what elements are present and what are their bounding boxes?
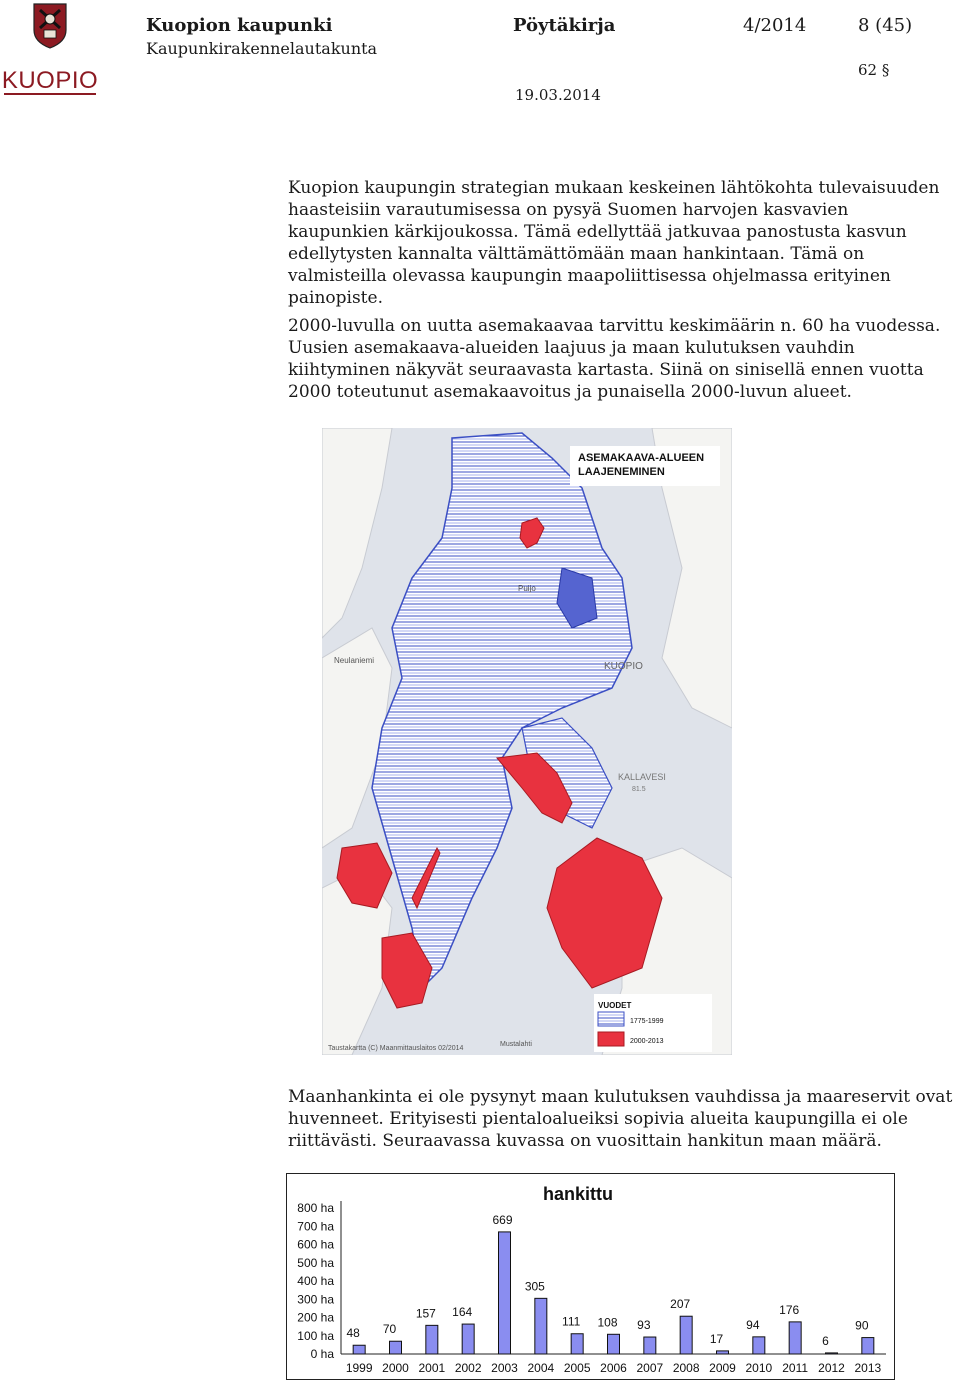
x-tick-label: 1999 — [345, 1361, 373, 1375]
data-label-2007: 93 — [637, 1318, 651, 1333]
data-label-1999: 48 — [346, 1326, 360, 1341]
y-tick-label: 600 ha — [297, 1237, 334, 1252]
y-tick-label: 0 ha — [310, 1347, 334, 1361]
data-label-2006: 108 — [597, 1315, 618, 1330]
x-tick-label: 2013 — [854, 1361, 882, 1375]
map-credit: Taustakartta (C) Maanmittauslaitos 02/2014 — [328, 1045, 464, 1052]
data-label-2001: 157 — [415, 1306, 436, 1321]
paragraph-land-acquisition: Maanhankinta ei ole pysynyt maan kulutuksen vauhdissa ja maareservit ovat huvenneet. Erityisesti pientaloalueiksi sopivia alueita kaupungilla ei ole riittävästi. Seuraavassa kuvassa on vuosittain hankitun maan määrä. — [288, 1087, 953, 1151]
bar-2010 — [753, 1337, 765, 1354]
data-label-2000: 70 — [382, 1322, 397, 1337]
logo-text: KUOPIO — [1, 67, 99, 94]
paragraph-strategy: Kuopion kaupungin strategian mukaan keskeinen lähtökohta tulevaisuuden haasteisiin varautumisessa on pysyä Suomen harvojen kasvavien kaupunkien kärkijoukossa. Tämä edellyttää jatkuvaa panostusta kasvun edellytysten kannalta välttämättömään maan hankintaan. Tämä on valmisteilla olevassa kaupungin maapoliittisessa ohjelmassa erityinen painopiste. — [288, 178, 940, 308]
x-tick-label: 2007 — [636, 1361, 664, 1375]
data-label-2010: 94 — [746, 1317, 760, 1332]
legend-swatch-new — [598, 1032, 624, 1046]
data-label-2011: 176 — [779, 1302, 800, 1317]
y-tick-label: 300 ha — [297, 1292, 334, 1307]
legend-swatch-old — [598, 1012, 624, 1026]
land-acquisition-chart — [286, 1173, 895, 1380]
data-label-2002: 164 — [452, 1305, 473, 1320]
y-tick-label: 500 ha — [297, 1255, 334, 1270]
y-tick-label: 700 ha — [297, 1219, 334, 1234]
meeting-date: 19.03.2014 — [515, 86, 601, 104]
kuopio-logo — [0, 0, 100, 100]
y-tick-label: 400 ha — [297, 1274, 334, 1288]
x-tick-label: 2003 — [491, 1361, 518, 1375]
bar-2007 — [644, 1337, 656, 1354]
paragraph-zoning: 2000-luvulla on uutta asemakaavaa tarvittu keskimäärin n. 60 ha vuodessa. Uusien asemakaava-alueiden laajuus ja maan kulutuksen vauhdin kiihtyminen näkyvät seuraavasta kartasta. Siinä on sinisellä ennen vuotta 2000 toteutunut asemakaavoitus ja punaisella 2000-luvun alueet. — [288, 316, 941, 402]
x-tick-label: 2004 — [527, 1361, 555, 1375]
y-tick-label: 100 ha — [297, 1328, 334, 1343]
bar-2002 — [462, 1324, 474, 1354]
map-place-west: Neulaniemi — [334, 656, 375, 665]
x-tick-label: 2008 — [672, 1361, 700, 1375]
bar-2008 — [680, 1316, 692, 1354]
bar-2004 — [535, 1298, 547, 1354]
board-name: Kaupunkirakennelautakunta — [146, 39, 378, 58]
map-lake-sub: 81.5 — [632, 786, 646, 793]
bar-2013 — [862, 1338, 874, 1354]
data-label-2012: 6 — [822, 1333, 829, 1348]
map-place-bottom: Mustalahti — [500, 1041, 532, 1048]
x-tick-label: 2000 — [382, 1361, 409, 1375]
section-number: 62 § — [858, 61, 890, 79]
x-tick-label: 2012 — [818, 1361, 845, 1375]
data-label-2005: 111 — [562, 1314, 581, 1329]
bar-2003 — [499, 1232, 511, 1354]
map-legend-old: 1775-1999 — [630, 1018, 664, 1025]
organization-name: Kuopion kaupunki — [146, 15, 333, 36]
bar-2012 — [826, 1353, 838, 1354]
chart-title: hankittu — [543, 1184, 613, 1204]
document-type: Pöytäkirja — [513, 15, 616, 36]
bar-2000 — [390, 1341, 402, 1354]
data-label-2008: 207 — [670, 1297, 691, 1312]
map-legend-title: VUODET — [598, 1001, 632, 1010]
bar-1999 — [353, 1345, 365, 1354]
map-title-line1: ASEMAKAAVA-ALUEEN — [578, 452, 705, 464]
zoning-expansion-map — [322, 428, 732, 1055]
x-tick-label: 2009 — [709, 1361, 736, 1375]
bar-2009 — [717, 1351, 729, 1354]
map-city-label: KUOPIO — [604, 661, 643, 672]
bar-2001 — [426, 1325, 438, 1354]
x-tick-label: 2001 — [418, 1361, 446, 1375]
bar-2011 — [789, 1322, 801, 1354]
document-number: 4/2014 — [743, 15, 807, 36]
x-tick-label: 2010 — [745, 1361, 773, 1375]
map-title-line2: LAAJENEMINEN — [578, 466, 665, 478]
map-place-north: Puijo — [518, 584, 536, 593]
data-label-2009: 17 — [709, 1331, 724, 1346]
y-tick-label: 200 ha — [297, 1310, 334, 1325]
data-label-2004: 305 — [524, 1279, 545, 1294]
data-label-2003: 669 — [492, 1212, 513, 1227]
y-tick-label: 800 ha — [297, 1201, 334, 1215]
bar-2006 — [608, 1334, 620, 1354]
x-tick-label: 2002 — [454, 1361, 482, 1375]
x-tick-label: 2011 — [782, 1361, 809, 1375]
chart-frame — [287, 1174, 895, 1380]
bar-2005 — [571, 1334, 583, 1354]
map-legend-new: 2000-2013 — [630, 1038, 664, 1045]
x-tick-label: 2005 — [563, 1361, 591, 1375]
page-number: 8 (45) — [858, 15, 913, 36]
data-label-2013: 90 — [855, 1318, 869, 1333]
map-lake-label: KALLAVESI — [618, 772, 666, 782]
x-tick-label: 2006 — [600, 1361, 627, 1375]
